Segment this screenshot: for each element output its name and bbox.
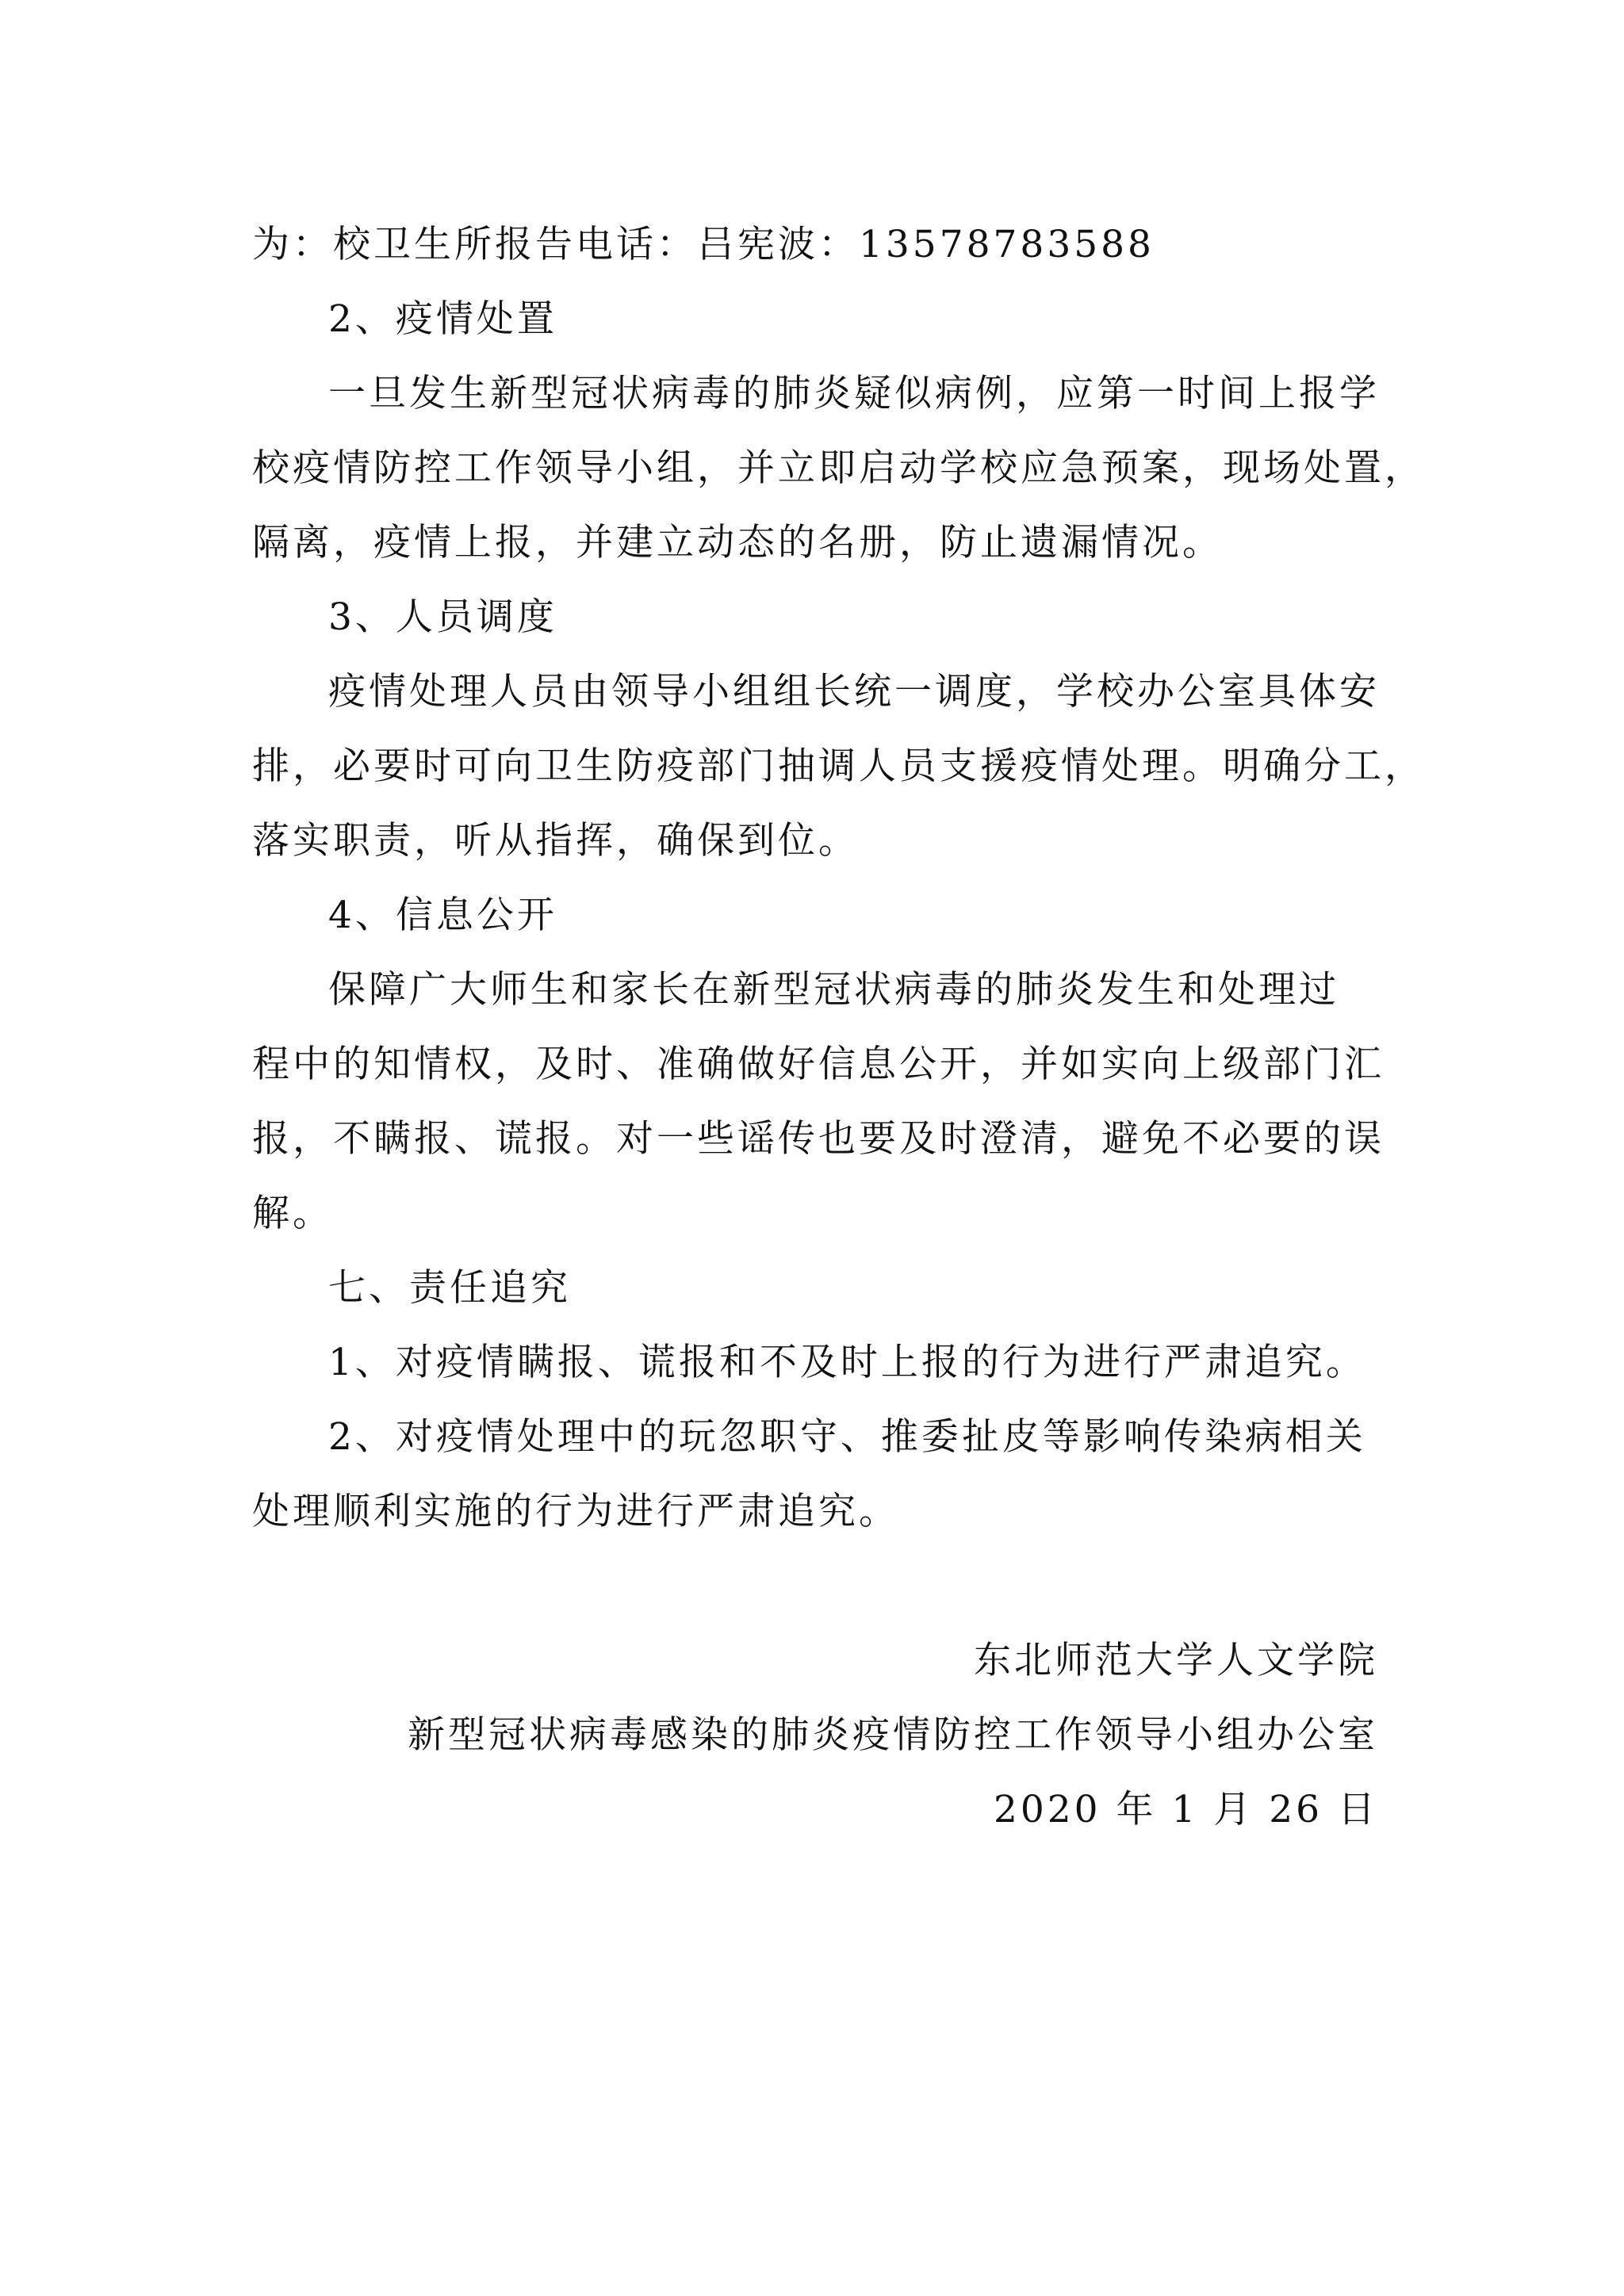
body-line: 处理顺利实施的行为进行严肃追究。 (252, 1490, 899, 1533)
signature-date: 2020 年 1 月 26 日 (993, 1788, 1378, 1831)
document-body (252, 208, 1425, 1549)
body-line: 一旦发生新型冠状病毒的肺炎疑似病例，应第一时间上报学 (328, 372, 1380, 415)
section-heading-personnel-dispatch: 3、人员调度 (328, 595, 557, 639)
body-line: 落实职责，听从指挥，确保到位。 (252, 819, 859, 863)
section-heading-information-disclosure: 4、信息公开 (328, 894, 557, 937)
body-line: 排，必要时可向卫生防疫部门抽调人员支援疫情处理。明确分工， (252, 744, 1425, 788)
section-heading-accountability: 七、责任追究 (328, 1266, 571, 1310)
section-heading-epidemic-handling: 2、疫情处置 (328, 297, 557, 341)
signature-office: 新型冠状病毒感染的肺炎疫情防控工作领导小组办公室 (408, 1713, 1378, 1757)
body-line: 保障广大师生和家长在新型冠状病毒的肺炎发生和处理过 (328, 968, 1339, 1012)
body-line: 为：校卫生所报告电话：吕宪波：13578783588 (252, 223, 1155, 266)
body-line: 程中的知情权，及时、准确做好信息公开，并如实向上级部门汇 (252, 1043, 1385, 1086)
body-line: 疫情处理人员由领导小组组长统一调度，学校办公室具体安 (328, 670, 1380, 714)
body-line: 解。 (252, 1192, 333, 1235)
body-line: 报，不瞒报、谎报。对一些谣传也要及时澄清，避免不必要的误 (252, 1117, 1385, 1161)
body-line: 2、对疫情处理中的玩忽职守、推委扯皮等影响传染病相关 (328, 1415, 1366, 1459)
body-line: 1、对疫情瞒报、谎报和不及时上报的行为进行严肃追究。 (328, 1341, 1366, 1384)
signature-organization: 东北师范大学人文学院 (974, 1639, 1378, 1682)
body-line: 校疫情防控工作领导小组，并立即启动学校应急预案，现场处置， (252, 446, 1425, 490)
body-line: 隔离，疫情上报，并建立动态的名册，防止遗漏情况。 (252, 521, 1223, 564)
signature-block (408, 1624, 1378, 1847)
